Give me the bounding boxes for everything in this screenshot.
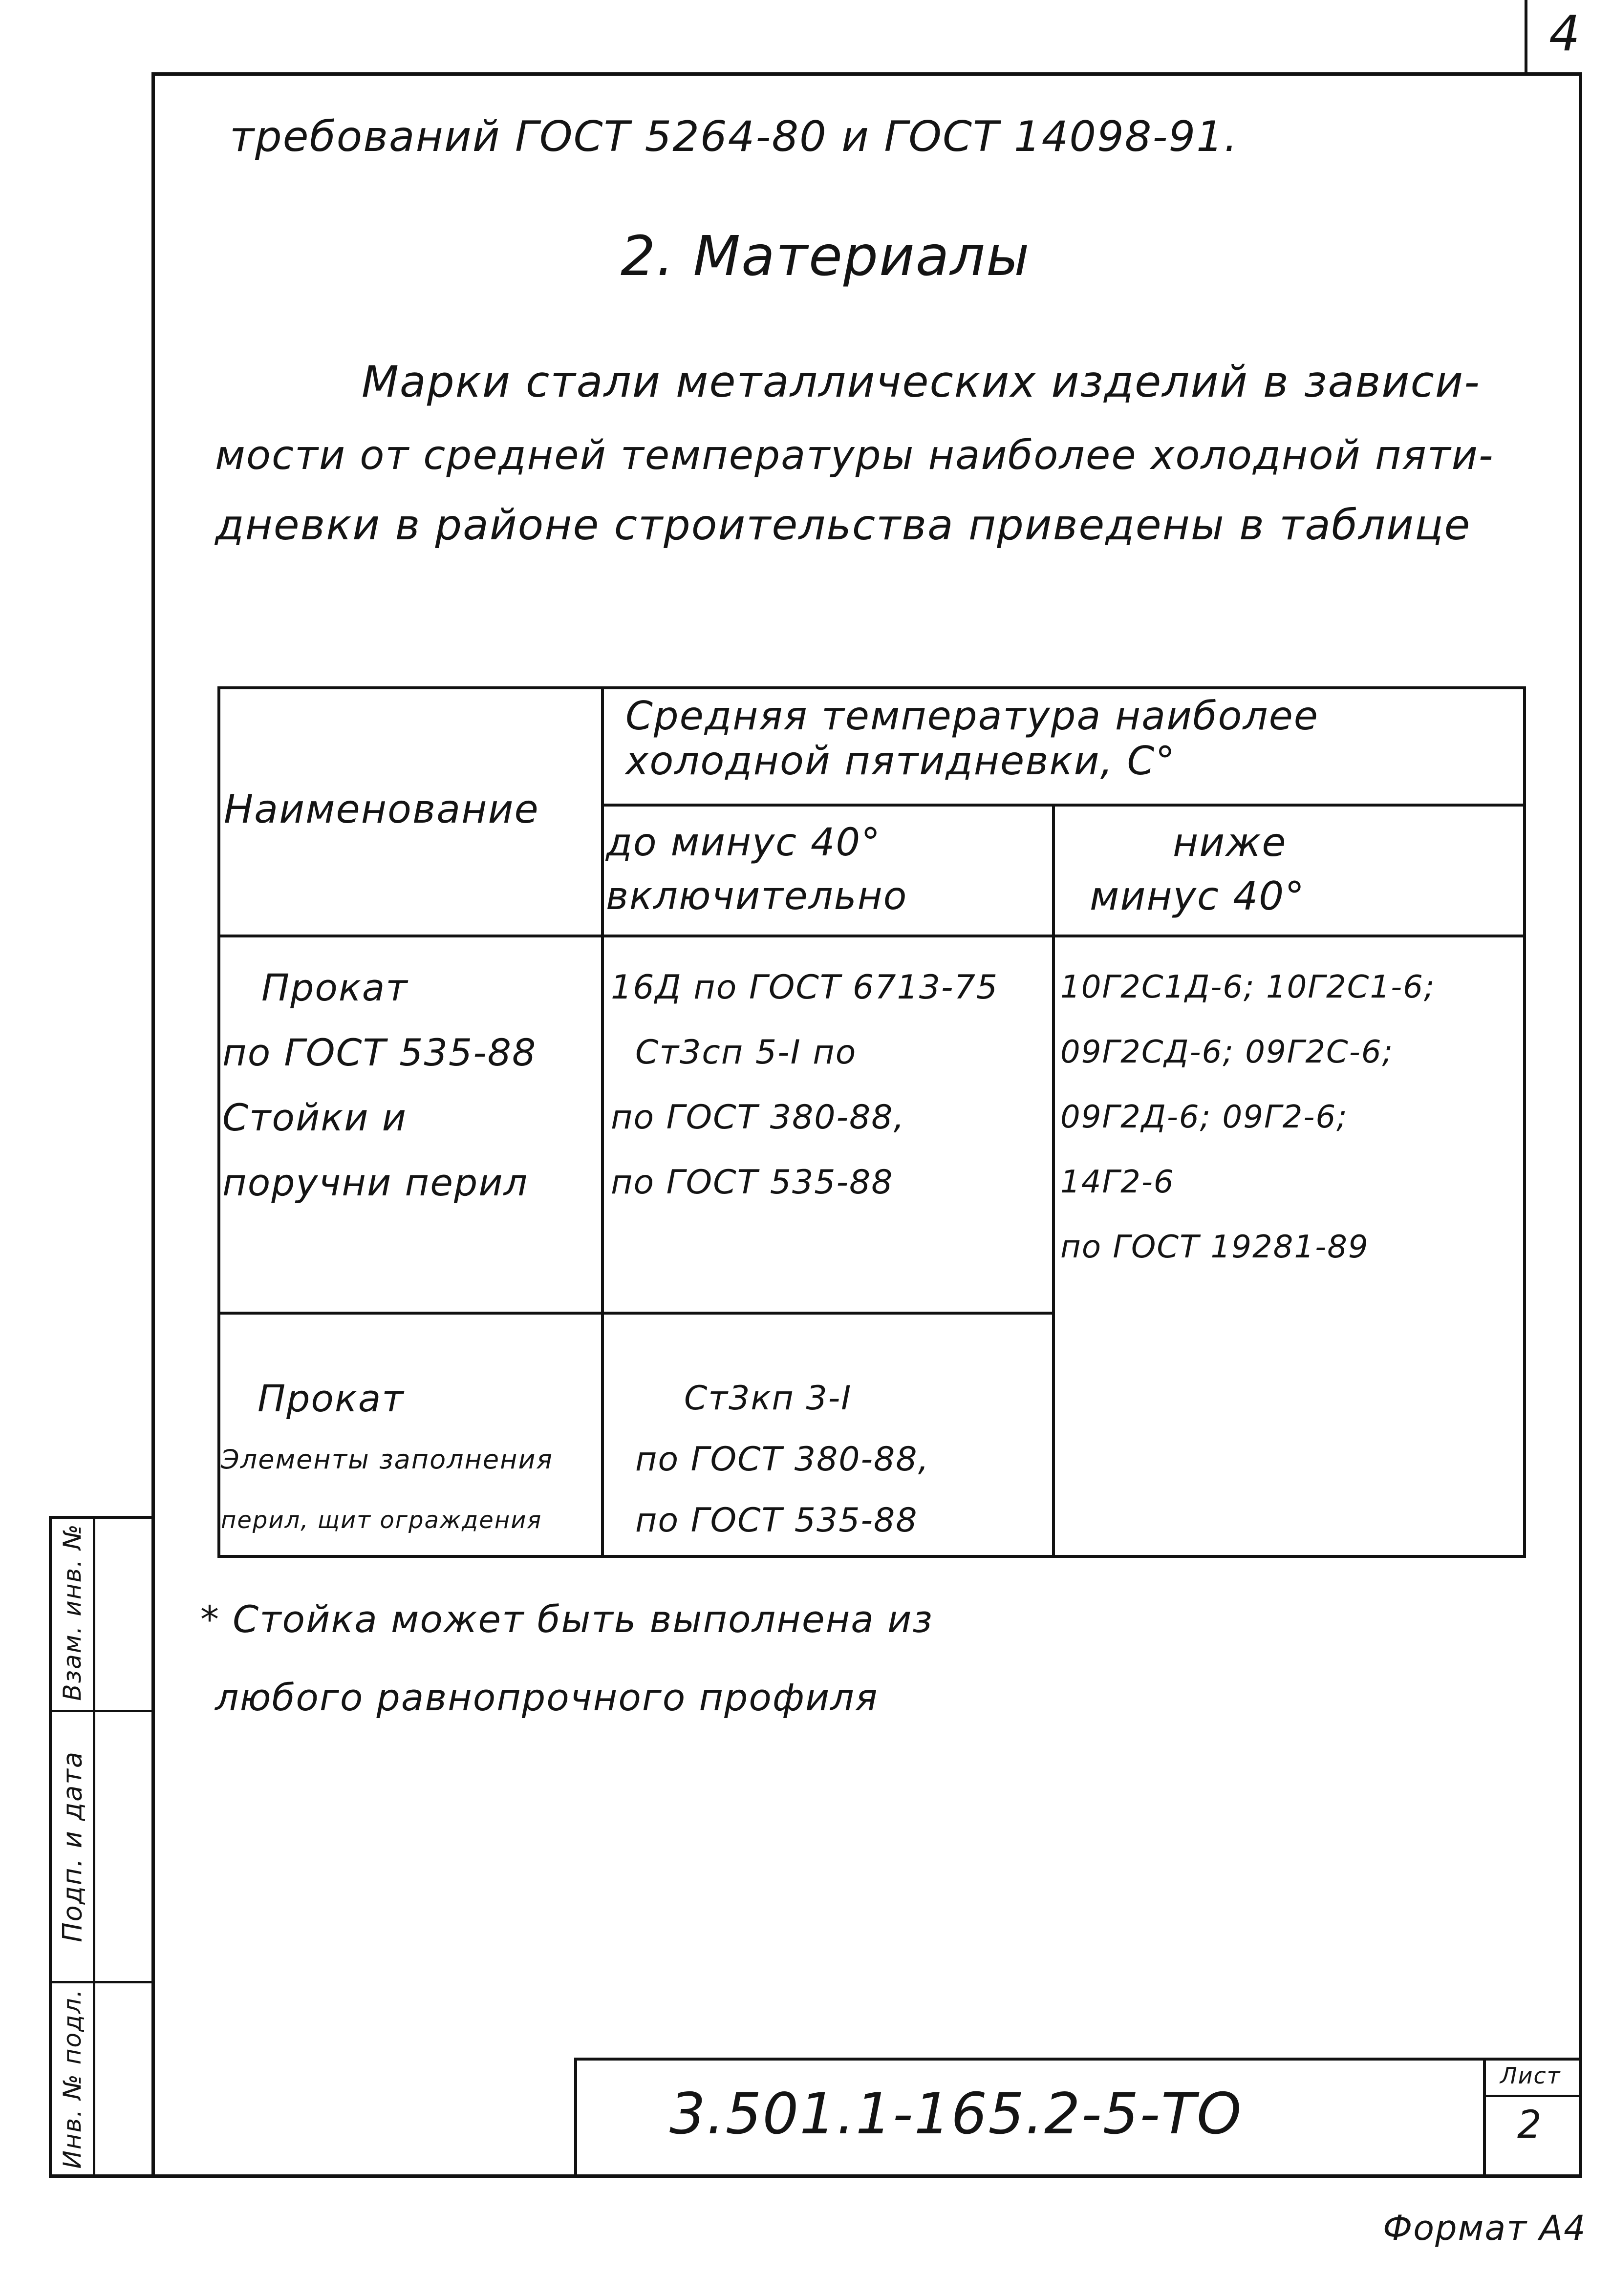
document-code: 3.501.1-165.2-5-ТО xyxy=(669,2081,1243,2147)
footnote-line-2: любого равнопрочного профиля xyxy=(215,1676,879,1719)
format-label: Формат А4 xyxy=(1383,2208,1587,2248)
footnote-line-1: * Стойка может быть выполнена из xyxy=(200,1597,933,1641)
stamp-sheet-label-line xyxy=(1483,2095,1581,2097)
row2-mid-line-1: Ст3кп 3-I xyxy=(684,1379,852,1418)
grades-line-5: по ГОСТ 19281-89 xyxy=(1060,1229,1369,1265)
header-up-to-minus-40 xyxy=(606,816,907,923)
intro-line: требований ГОСТ 5264-80 и ГОСТ 14098-91. xyxy=(230,112,1239,161)
row1-mid-line-2: Ст3сп 5-I по xyxy=(635,1033,857,1072)
row2-mid-line-2: по ГОСТ 380-88, xyxy=(635,1440,930,1479)
header-name: Наименование xyxy=(224,787,539,832)
header-below-minus-40 xyxy=(1090,816,1305,923)
stamp-sheet-divider xyxy=(1483,2058,1486,2178)
margin-line-top xyxy=(49,1516,153,1519)
table-header-bottom xyxy=(217,935,1526,937)
table-header-split xyxy=(601,804,1526,807)
table-col-divider-1 xyxy=(601,686,604,1558)
table-right-border xyxy=(1523,686,1526,1558)
row2-mid-line-3: по ГОСТ 535-88 xyxy=(635,1501,918,1540)
table-row-divider xyxy=(217,1312,1055,1315)
grades-line-3: 09Г2Д-6; 09Г2-6; xyxy=(1060,1099,1348,1135)
header-temperature-line-1: Средняя температура наиболее xyxy=(625,693,1319,739)
frame-left xyxy=(151,72,155,2178)
row2-name xyxy=(221,1368,553,1551)
margin-column-divider xyxy=(93,1516,95,2178)
paragraph-line-1: Марки стали металлических изделий в зависи- xyxy=(362,357,1481,407)
margin-line-2 xyxy=(49,1981,153,1983)
header-up-to-line-1: до минус 40° xyxy=(606,821,881,865)
paragraph-line-2: мости от средней температуры наиболее холодной пяти- xyxy=(215,432,1494,479)
page-number: 4 xyxy=(1549,5,1581,62)
margin-outer-left xyxy=(49,1516,52,2178)
row1-name-line-1: Прокат xyxy=(261,966,408,1009)
table-col-divider-2 xyxy=(1052,804,1055,1558)
row1-up-to-minus-40 xyxy=(611,955,998,1215)
header-below-line-1: ниже xyxy=(1173,820,1287,865)
table-left-border xyxy=(217,686,220,1558)
header-below-line-2: минус 40° xyxy=(1090,873,1306,919)
below-minus-40-grades xyxy=(1060,955,1436,1280)
grades-line-4: 14Г2-6 xyxy=(1060,1164,1175,1200)
row2-up-to-minus-40 xyxy=(635,1368,929,1551)
row1-mid-line-1: 16Д по ГОСТ 6713-75 xyxy=(611,968,999,1007)
row1-name xyxy=(222,955,537,1215)
grades-line-1: 10Г2С1Д-6; 10Г2С1-6; xyxy=(1060,969,1436,1005)
row1-name-line-4: поручни перил xyxy=(222,1161,529,1204)
margin-substitute-inv: Взам. инв. № xyxy=(58,1523,86,1701)
table-bottom-border xyxy=(217,1555,1526,1558)
margin-signature-date: Подп. и дата xyxy=(57,1751,88,1942)
paragraph-line-3: дневки в районе строительства приведены в таблице xyxy=(215,501,1471,550)
stamp-top-border xyxy=(574,2058,1581,2061)
table-top-border xyxy=(217,686,1526,689)
row2-name-line-3: перил, щит ограждения xyxy=(221,1507,542,1534)
row1-name-line-2: по ГОСТ 535-88 xyxy=(222,1031,537,1074)
section-title: 2. Материалы xyxy=(621,225,1031,288)
header-temperature-line-2: холодной пятидневки, С° xyxy=(625,738,1176,784)
row1-mid-line-3: по ГОСТ 380-88, xyxy=(611,1098,905,1137)
frame-right xyxy=(1579,72,1582,2178)
page-number-divider xyxy=(1525,0,1527,73)
margin-line-1 xyxy=(49,1710,153,1712)
frame-top xyxy=(151,72,1582,76)
grades-line-2: 09Г2СД-6; 09Г2С-6; xyxy=(1060,1034,1394,1070)
row1-name-line-3: Стойки и xyxy=(222,1096,408,1139)
row2-name-line-1: Прокат xyxy=(258,1377,405,1420)
sheet-label: Лист xyxy=(1500,2062,1561,2089)
sheet-number: 2 xyxy=(1517,2103,1543,2147)
stamp-left-border xyxy=(574,2058,577,2178)
row2-name-line-2: Элементы заполнения xyxy=(221,1444,554,1475)
header-up-to-line-2: включительно xyxy=(606,874,908,918)
margin-original-inv: Инв. № подл. xyxy=(58,1988,86,2169)
header-temperature xyxy=(625,694,1319,784)
row1-mid-line-4: по ГОСТ 535-88 xyxy=(611,1163,894,1202)
frame-bottom xyxy=(49,2174,1582,2178)
